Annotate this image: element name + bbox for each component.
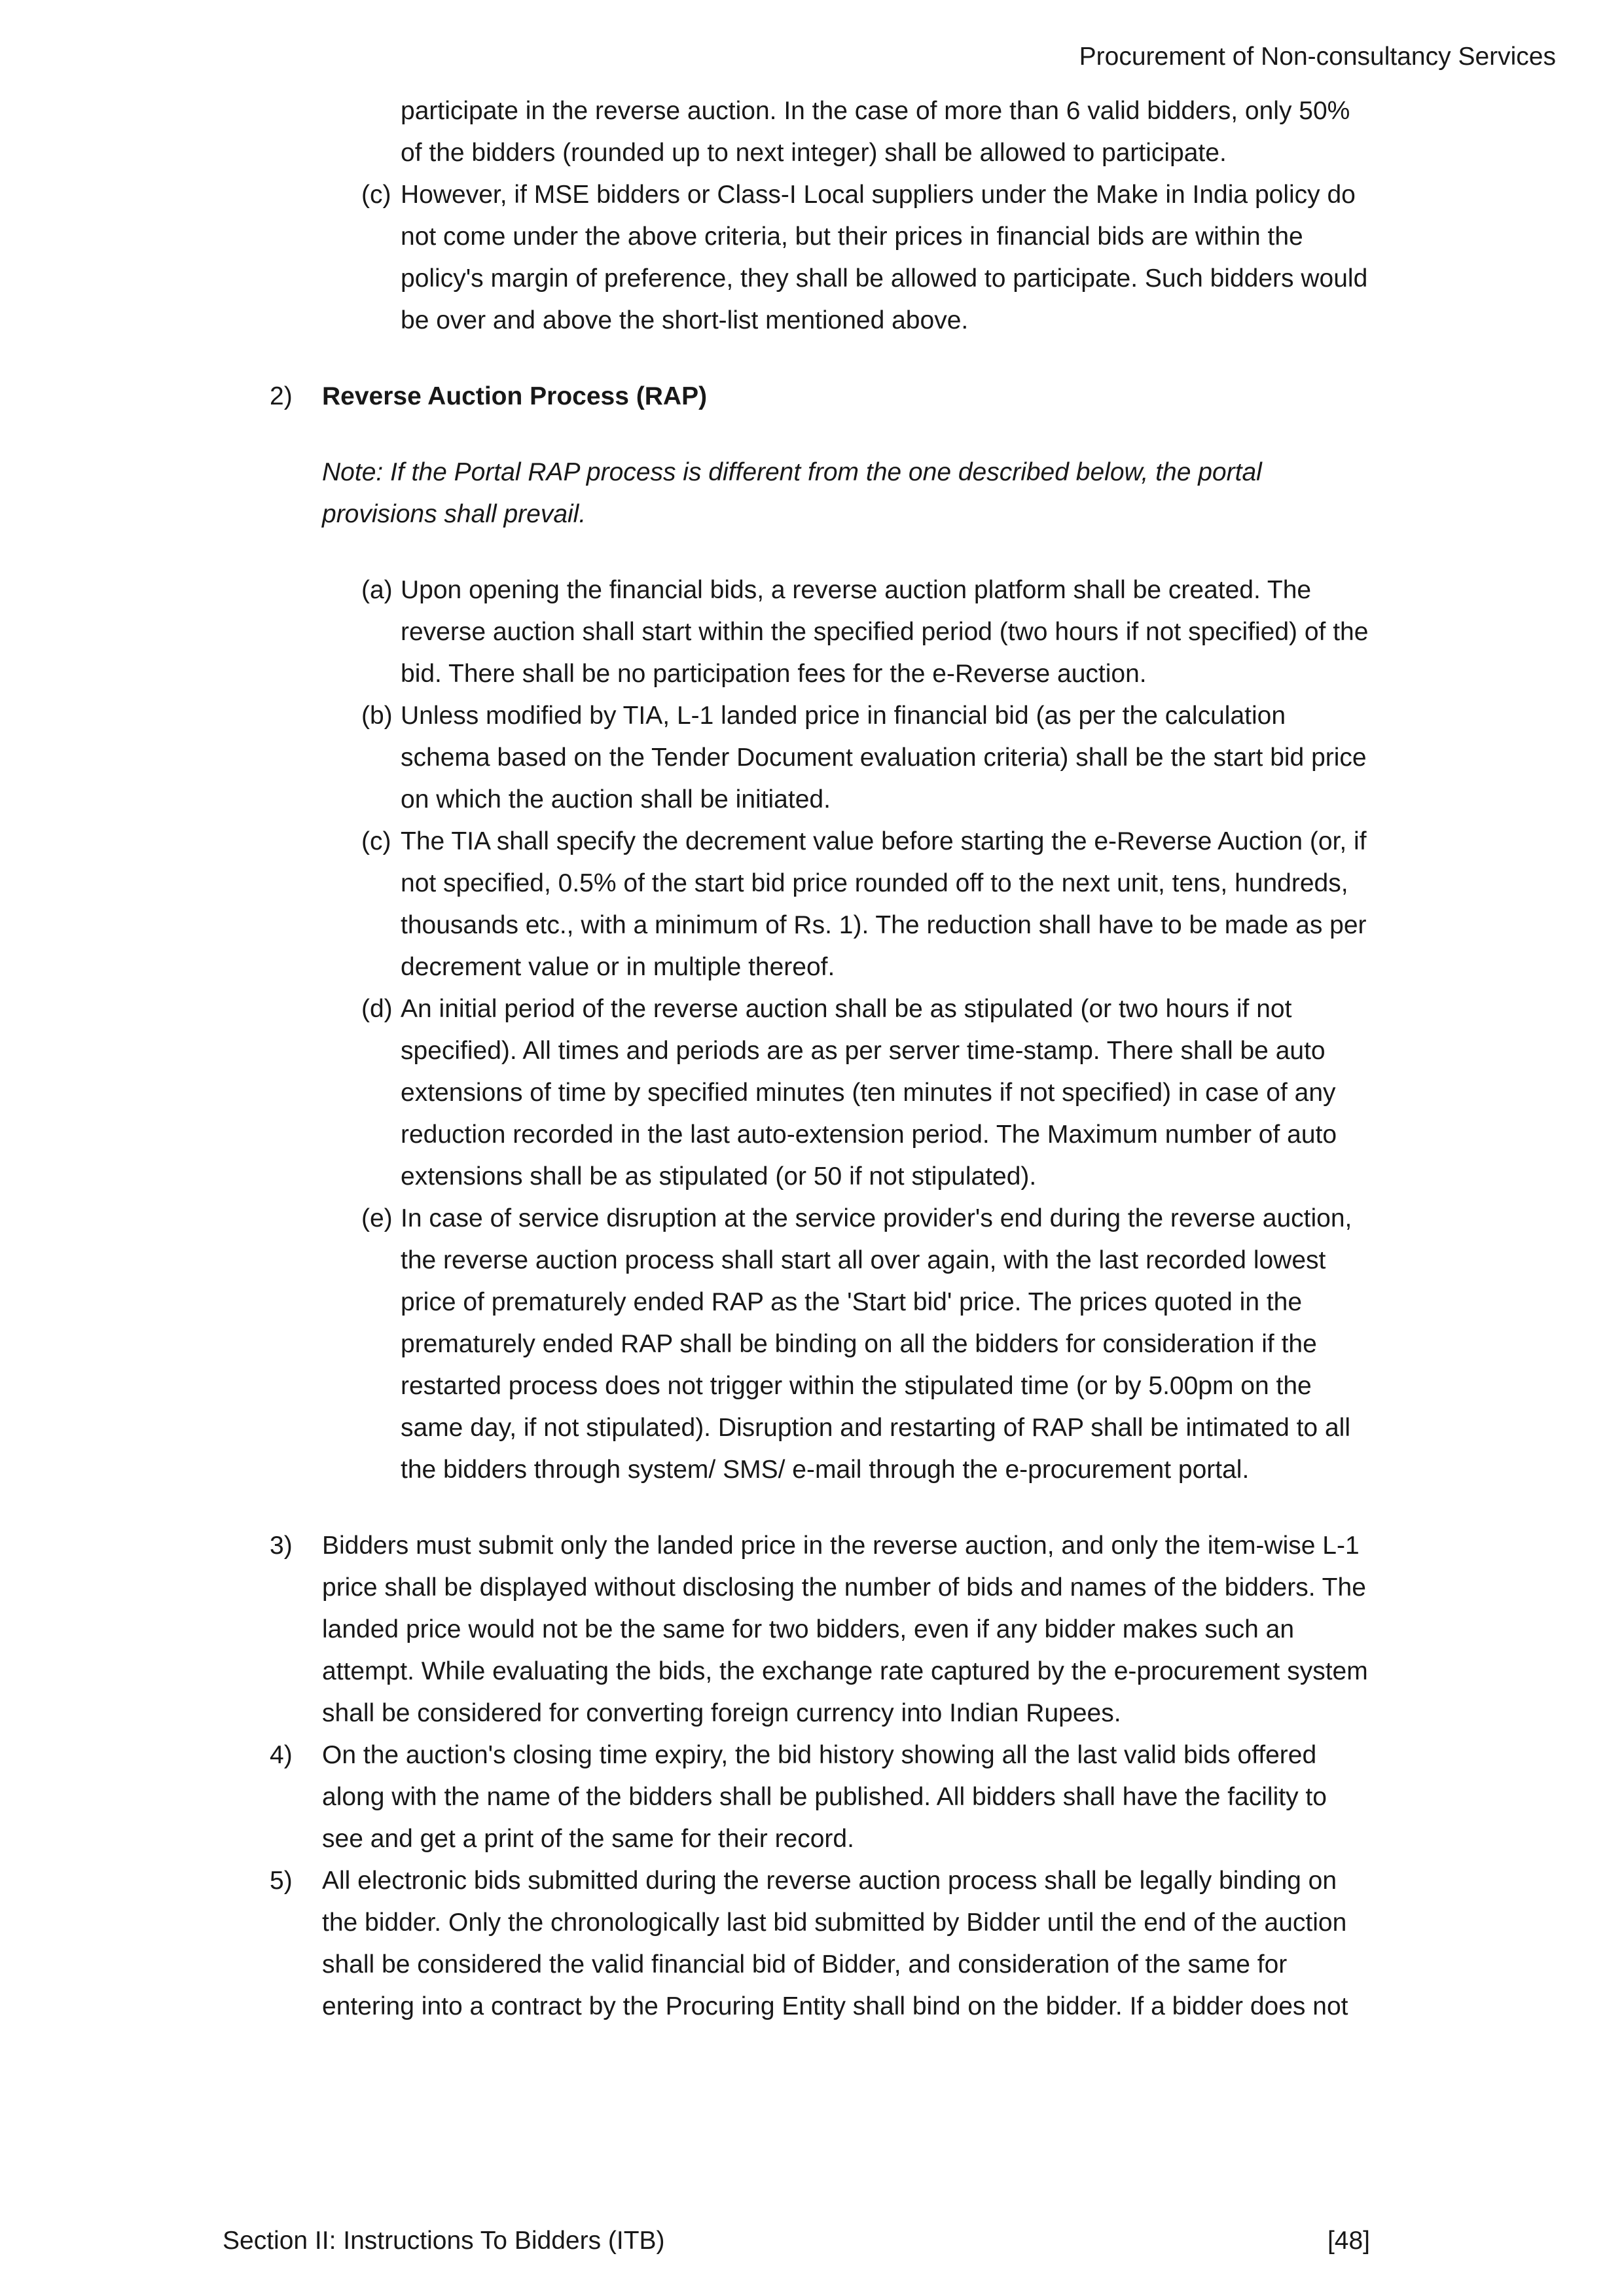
list-item-d-initial-period [361,988,1370,1198]
section-heading-rap [270,376,1370,418]
list-item-text: All electronic bids submitted during the reverse auction process shall be legally binding on the bidder. Only the chronologically last bid submitted by Bidder until the end of the auction shall be considered the valid financial bid of Bidder, and consideration of the same for entering into a contract by the Procuring Entity shall bind on the bidder. If a bidder does not [322,1867,1348,2020]
list-item-text: An initial period of the reverse auction shall be as stipulated (or two hours if not specified). All times and periods are as per server time-stamp. There shall be auto extensions of time by specified minutes (ten minutes if not specified) in case of any reduction recorded in the last auto-extension period. The Maximum number of auto extensions shall be as stipulated (or 50 if not stipulated). [401,995,1337,1191]
numbered-item-3 [270,1525,1370,1734]
section-heading-text: Reverse Auction Process (RAP) [322,382,708,410]
note-text: Note: If the Portal RAP process is different from the one described below, the portal provisions shall prevail. [322,458,1262,528]
numbered-item-5 [270,1860,1370,2028]
list-item-a-platform [361,569,1370,695]
list-item-text: In case of service disruption at the service provider's end during the reverse auction, the reverse auction process shall start all over again, with the last recorded lowest price of prematurely ended RAP as the 'Start bid' price. The prices quoted in the prematurely ended RAP shall be binding on all the bidders for consideration if the restarted process does not trigger within the stipulated time (or by 5.00pm on the same day, if not stipulated). Disruption and restarting of RAP shall be intimated to all the bidders through system/ SMS/ e-mail through the e-procurement portal. [401,1204,1352,1484]
list-marker: 3) [270,1532,293,1560]
list-item-c-shortlist [361,174,1370,342]
list-marker: (e) [361,1204,393,1232]
document-body [223,90,1370,2028]
list-item-text: The TIA shall specify the decrement value before starting the e-Reverse Auction (or, if not specified, 0.5% of the start bid price rounded off to the next unit, tens, hundreds, thousands etc., with a minimum of Rs. 1). The reduction shall have to be made as per decrement value or in multiple thereof. [401,827,1367,981]
footer-page-number: [48] [1327,2227,1370,2255]
page-header-title: Procurement of Non-consultancy Services [1079,43,1556,71]
list-marker: 5) [270,1867,293,1895]
list-marker: 2) [270,382,293,410]
list-marker: (c) [361,181,391,209]
paragraph-continuation [401,90,1370,174]
page-footer [223,2225,1370,2258]
list-marker: (c) [361,827,391,855]
list-item-text: Bidders must submit only the landed price in the reverse auction, and only the item-wise L-1 price shall be displayed without disclosing the number of bids and names of the bidders. The landed price would not be the same for two bidders, even if any bidder makes such an attempt. While evaluating the bids, the exchange rate captured by the e-procurement system shall be considered for converting foreign currency into Indian Rupees. [322,1532,1368,1727]
list-item-text: Upon opening the financial bids, a reverse auction platform shall be created. The reverse auction shall start within the specified period (two hours if not specified) of the bid. There shall be no participation fees for the e-Reverse auction. [401,576,1369,688]
list-item-c-decrement [361,821,1370,988]
list-marker: (b) [361,702,393,730]
list-marker: (d) [361,995,393,1023]
numbered-item-4 [270,1734,1370,1860]
paragraph-text: participate in the reverse auction. In the case of more than 6 valid bidders, only 50% of the bidders (rounded up to next integer) shall be allowed to participate. [401,97,1350,167]
list-item-text: On the auction's closing time expiry, the bid history showing all the last valid bids offered along with the name of the bidders shall be published. All bidders shall have the facility to see and get a print of the same for their record. [322,1741,1327,1853]
list-marker: 4) [270,1741,293,1769]
list-item-text: Unless modified by TIA, L-1 landed price in financial bid (as per the calculation schema based on the Tender Document evaluation criteria) shall be the start bid price on which the auction shall be initiated. [401,702,1367,814]
list-item-e-disruption [361,1198,1370,1491]
list-item-b-start-price [361,695,1370,821]
list-item-text: However, if MSE bidders or Class-I Local suppliers under the Make in India policy do not come under the above criteria, but their prices in financial bids are within the policy's margin of preference, they shall be allowed to participate. Such bidders would be over and above the short-list mentioned above. [401,181,1368,334]
footer-section-label: Section II: Instructions To Bidders (ITB) [223,2227,665,2255]
note-paragraph [322,452,1370,535]
list-marker: (a) [361,576,393,604]
